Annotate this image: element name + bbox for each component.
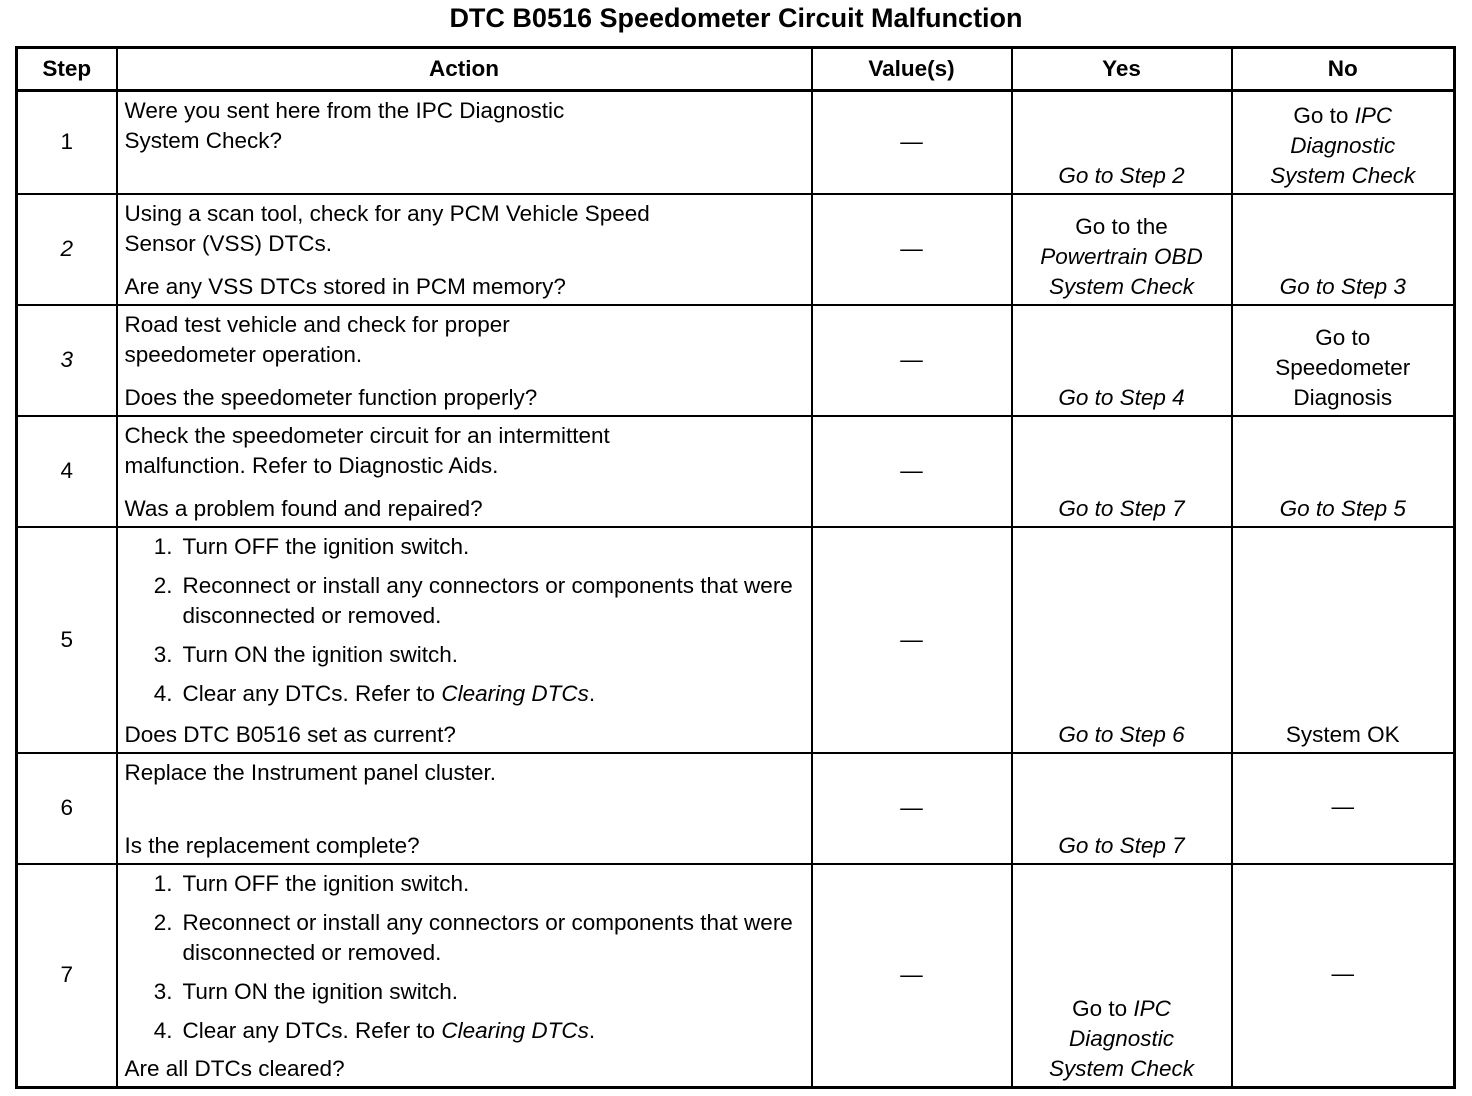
value-cell: — bbox=[812, 753, 1012, 864]
no-cell bbox=[1232, 194, 1455, 305]
yes-link[interactable]: Go to Step 2 bbox=[1058, 162, 1185, 188]
step-number: 6 bbox=[17, 753, 117, 864]
action-question: Are all DTCs cleared? bbox=[124, 1056, 345, 1081]
step-number: 7 bbox=[17, 864, 117, 1088]
yes-link[interactable]: Go to Step 6 bbox=[1058, 721, 1185, 747]
substep: 3. Turn ON the ignition switch. bbox=[153, 641, 459, 667]
no-link[interactable]: Go to Step 5 bbox=[1279, 495, 1406, 521]
substep: 4. Clear any DTCs. Refer to Clearing DTCs. bbox=[153, 680, 596, 706]
action-line: System Check? bbox=[124, 128, 283, 153]
value-cell: — bbox=[812, 864, 1012, 1088]
yes-cell bbox=[1012, 753, 1232, 864]
yes-cell bbox=[1012, 305, 1232, 416]
no-cell bbox=[1232, 91, 1455, 194]
action-line: speedometer operation. bbox=[124, 341, 363, 367]
step-number: 1 bbox=[17, 91, 117, 194]
no-link[interactable]: Go to Step 3 bbox=[1279, 273, 1406, 299]
table-row-step-5 bbox=[17, 527, 1455, 753]
no-cell bbox=[1232, 416, 1455, 527]
no-link[interactable]: Diagnosis bbox=[1293, 384, 1393, 410]
substep: 4. Clear any DTCs. Refer to Clearing DTCs. bbox=[153, 1017, 596, 1043]
value-cell: — bbox=[812, 305, 1012, 416]
substep: 2. Reconnect or install any connectors or components that were disconnected or removed. bbox=[153, 909, 793, 965]
clearing-dtcs-link[interactable]: Clearing DTCs bbox=[441, 1017, 589, 1043]
action-line: Sensor (VSS) DTCs. bbox=[124, 230, 333, 256]
action-line: Check the speedometer circuit for an intermittent bbox=[124, 422, 610, 448]
no-cell bbox=[1232, 527, 1455, 753]
action-question: Was a problem found and repaired? bbox=[124, 495, 483, 521]
action-question: Is the replacement complete? bbox=[124, 832, 420, 858]
action-cell bbox=[117, 864, 812, 1088]
yes-cell bbox=[1012, 864, 1232, 1088]
action-cell bbox=[117, 305, 812, 416]
clearing-dtcs-link[interactable]: Clearing DTCs bbox=[441, 680, 589, 706]
header-row bbox=[17, 48, 1455, 91]
value-cell: — bbox=[812, 194, 1012, 305]
action-line: Were you sent here from the IPC Diagnostic bbox=[124, 98, 565, 123]
header-step: Step bbox=[17, 48, 117, 91]
action-line: Replace the Instrument panel cluster. bbox=[124, 759, 496, 785]
action-question: Are any VSS DTCs stored in PCM memory? bbox=[124, 273, 566, 299]
table-row-step-1 bbox=[17, 91, 1455, 194]
no-link[interactable]: IPC bbox=[1354, 102, 1393, 128]
table-row-step-3 bbox=[17, 305, 1455, 416]
header-yes: Yes bbox=[1012, 48, 1232, 91]
yes-link[interactable]: System Check bbox=[1048, 273, 1195, 299]
yes-link[interactable]: Go to Step 7 bbox=[1058, 495, 1185, 521]
no-prefix: Go to bbox=[1293, 102, 1355, 128]
substep-list bbox=[125, 869, 805, 1046]
no-prefix: Go to bbox=[1315, 324, 1371, 350]
yes-cell bbox=[1012, 416, 1232, 527]
yes-link[interactable]: IPC bbox=[1133, 996, 1171, 1021]
yes-link[interactable]: Diagnostic bbox=[1068, 1026, 1175, 1051]
step-number: 5 bbox=[17, 527, 117, 753]
yes-link[interactable]: Go to Step 7 bbox=[1058, 832, 1185, 858]
no-cell bbox=[1232, 305, 1455, 416]
table-row-step-4 bbox=[17, 416, 1455, 527]
substep-list bbox=[125, 532, 805, 709]
no-link[interactable]: System Check bbox=[1270, 162, 1416, 188]
header-action: Action bbox=[117, 48, 812, 91]
no-cell: — bbox=[1232, 753, 1455, 864]
value-cell: — bbox=[812, 527, 1012, 753]
table-row-step-2 bbox=[17, 194, 1455, 305]
header-no: No bbox=[1232, 48, 1455, 91]
table-row-step-6 bbox=[17, 753, 1455, 864]
diagnostic-table bbox=[15, 46, 1456, 1089]
action-question: Does DTC B0516 set as current? bbox=[124, 721, 456, 747]
yes-cell bbox=[1012, 194, 1232, 305]
action-cell bbox=[117, 527, 812, 753]
step-number: 4 bbox=[17, 416, 117, 527]
table-row-step-7 bbox=[17, 864, 1455, 1088]
yes-link[interactable]: Go to Step 4 bbox=[1058, 384, 1185, 410]
step-number: 3 bbox=[17, 305, 117, 416]
no-cell: — bbox=[1232, 864, 1455, 1088]
action-cell bbox=[117, 194, 812, 305]
no-result: System OK bbox=[1285, 721, 1400, 747]
yes-link[interactable]: Powertrain OBD bbox=[1040, 243, 1203, 269]
document-title: DTC B0516 Speedometer Circuit Malfunction bbox=[449, 3, 1023, 33]
substep: 3. Turn ON the ignition switch. bbox=[153, 978, 459, 1004]
substep: 2. Reconnect or install any connectors or components that were disconnected or removed. bbox=[153, 572, 793, 628]
yes-link[interactable]: System Check bbox=[1048, 1056, 1195, 1081]
yes-cell bbox=[1012, 527, 1232, 753]
action-question: Does the speedometer function properly? bbox=[124, 384, 538, 410]
yes-prefix: Go to the bbox=[1075, 213, 1168, 239]
step-number: 2 bbox=[17, 194, 117, 305]
substep: 1. Turn OFF the ignition switch. bbox=[153, 533, 470, 559]
value-cell: — bbox=[812, 91, 1012, 194]
value-cell: — bbox=[812, 416, 1012, 527]
header-values: Value(s) bbox=[812, 48, 1012, 91]
no-link[interactable]: Diagnostic bbox=[1290, 132, 1396, 158]
action-line: Using a scan tool, check for any PCM Vehicle Speed bbox=[124, 200, 650, 226]
action-cell bbox=[117, 753, 812, 864]
substep: 1. Turn OFF the ignition switch. bbox=[153, 870, 470, 896]
yes-prefix: Go to bbox=[1072, 996, 1134, 1021]
action-line: malfunction. Refer to Diagnostic Aids. bbox=[124, 452, 499, 478]
no-link[interactable]: Speedometer bbox=[1275, 354, 1411, 380]
action-line: Road test vehicle and check for proper bbox=[124, 311, 510, 337]
action-cell bbox=[117, 91, 812, 194]
yes-cell bbox=[1012, 91, 1232, 194]
action-cell bbox=[117, 416, 812, 527]
